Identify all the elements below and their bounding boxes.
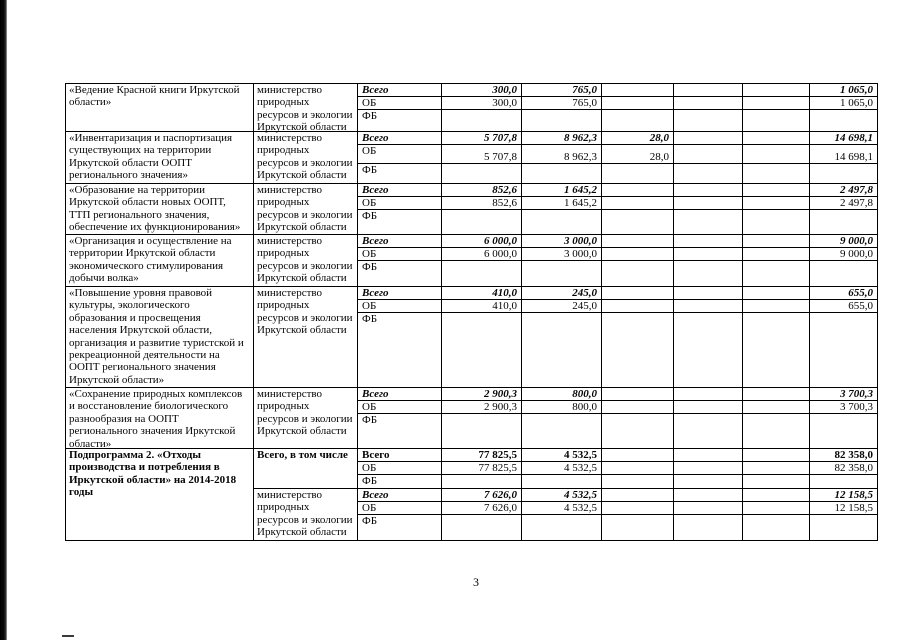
- responsible-executor-line: министерство: [257, 84, 323, 96]
- funding-source-label: ОБ: [358, 401, 442, 414]
- program-name-line: Иркутской области ООПТ: [69, 156, 192, 169]
- responsible-executor-line: Иркутской области: [257, 121, 347, 134]
- amount-cell: 77 825,5: [442, 449, 522, 462]
- amount-cell: 6 000,0: [442, 235, 522, 248]
- funding-source-label: ФБ: [358, 210, 442, 235]
- total-amount-cell: 82 358,0: [810, 462, 878, 475]
- amount-cell: 3 000,0: [522, 248, 602, 261]
- amount-cell: [602, 97, 674, 110]
- responsible-executor-line: Иркутской области: [257, 526, 347, 539]
- amount-cell: [743, 313, 810, 388]
- amount-cell: [602, 287, 674, 300]
- funding-source-label: ФБ: [358, 414, 442, 449]
- funding-source-label: ФБ: [358, 515, 442, 541]
- total-amount-cell: 1 065,0: [810, 97, 878, 110]
- amount-cell: [674, 401, 743, 414]
- scan-artifact-mark: [62, 635, 74, 637]
- amount-cell: [522, 475, 602, 489]
- funding-source-label: Всего: [358, 184, 442, 197]
- responsible-executor-line: Всего, в том числе: [257, 449, 348, 461]
- funding-source-label: ОБ: [358, 197, 442, 210]
- amount-cell: [743, 515, 810, 541]
- amount-cell: 800,0: [522, 401, 602, 414]
- total-amount-cell: 655,0: [810, 300, 878, 313]
- amount-cell: [674, 110, 743, 132]
- funding-source-label: Всего: [358, 449, 442, 462]
- amount-cell: [602, 414, 674, 449]
- responsible-executor-line: Иркутской области: [257, 169, 347, 182]
- funding-source-label: ОБ: [358, 145, 442, 164]
- responsible-executor-cell: [254, 449, 358, 489]
- amount-cell: 300,0: [442, 84, 522, 97]
- amount-cell: 28,0: [602, 145, 674, 164]
- funding-source-label: Всего: [358, 84, 442, 97]
- responsible-executor-line: ресурсов и экологии: [257, 259, 353, 272]
- funding-source-label: Всего: [358, 388, 442, 401]
- amount-cell: [674, 414, 743, 449]
- amount-cell: 2 900,3: [442, 388, 522, 401]
- amount-cell: [674, 388, 743, 401]
- budget-table: [65, 83, 878, 541]
- amount-cell: [674, 145, 743, 164]
- amount-cell: [743, 110, 810, 132]
- responsible-executor-cell: [254, 287, 358, 388]
- total-amount-cell: 82 358,0: [810, 449, 878, 462]
- amount-cell: [442, 210, 522, 235]
- responsible-executor-line: природных: [257, 144, 310, 157]
- amount-cell: [743, 475, 810, 489]
- amount-cell: [674, 449, 743, 462]
- program-name-line: культуры, экологического: [69, 299, 190, 312]
- amount-cell: [522, 164, 602, 184]
- total-amount-cell: [810, 110, 878, 132]
- funding-source-label: ОБ: [358, 462, 442, 475]
- amount-cell: [442, 515, 522, 541]
- responsible-executor-line: ресурсов и экологии: [257, 412, 353, 425]
- amount-cell: [602, 401, 674, 414]
- program-name-line: «Повышение уровня правовой: [69, 287, 213, 299]
- funding-source-label: ОБ: [358, 502, 442, 515]
- amount-cell: [743, 449, 810, 462]
- responsible-executor-line: Иркутской области: [257, 221, 347, 234]
- total-amount-cell: [810, 210, 878, 235]
- page-number: 3: [473, 575, 479, 589]
- program-name-line: существующих на территории: [69, 144, 212, 157]
- total-amount-cell: [810, 515, 878, 541]
- amount-cell: [674, 287, 743, 300]
- program-name-cell: [66, 132, 254, 184]
- total-amount-cell: [810, 164, 878, 184]
- amount-cell: [743, 287, 810, 300]
- funding-source-label: ФБ: [358, 313, 442, 388]
- program-name-line: населения Иркутской области,: [69, 324, 213, 337]
- program-name-line: ТТП регионального значения,: [69, 208, 210, 221]
- responsible-executor-line: министерство: [257, 287, 323, 299]
- amount-cell: [743, 462, 810, 475]
- program-name-line: образования и просвещения: [69, 311, 201, 324]
- amount-cell: [602, 248, 674, 261]
- amount-cell: [674, 164, 743, 184]
- amount-cell: [674, 313, 743, 388]
- program-name-line: экономического стимулирования: [69, 259, 224, 272]
- amount-cell: [674, 84, 743, 97]
- amount-cell: [743, 132, 810, 145]
- program-name-line: ООПТ регионального значения: [69, 361, 216, 374]
- amount-cell: 77 825,5: [442, 462, 522, 475]
- program-name-line: обеспечение их функционирования»: [69, 221, 241, 234]
- responsible-executor-line: ресурсов и экологии: [257, 513, 353, 526]
- amount-cell: [674, 248, 743, 261]
- amount-cell: [743, 97, 810, 110]
- amount-cell: [602, 261, 674, 287]
- amount-cell: [674, 300, 743, 313]
- amount-cell: [602, 475, 674, 489]
- total-amount-cell: 12 158,5: [810, 502, 878, 515]
- program-name-line: «Ведение Красной книги Иркутской: [69, 84, 240, 96]
- amount-cell: [602, 210, 674, 235]
- total-amount-cell: 9 000,0: [810, 235, 878, 248]
- funding-source-label: Всего: [358, 132, 442, 145]
- responsible-executor-cell: [254, 184, 358, 235]
- program-name-line: регионального значения»: [69, 169, 188, 182]
- program-name-cell: [66, 184, 254, 235]
- amount-cell: 852,6: [442, 197, 522, 210]
- funding-source-label: ФБ: [358, 164, 442, 184]
- amount-cell: [522, 515, 602, 541]
- amount-cell: [674, 475, 743, 489]
- amount-cell: [602, 515, 674, 541]
- responsible-executor-cell: [254, 489, 358, 541]
- amount-cell: [743, 84, 810, 97]
- amount-cell: 300,0: [442, 97, 522, 110]
- amount-cell: 4 532,5: [522, 489, 602, 502]
- amount-cell: [602, 184, 674, 197]
- responsible-executor-line: ресурсов и экологии: [257, 156, 353, 169]
- amount-cell: 5 707,8: [442, 132, 522, 145]
- amount-cell: [674, 261, 743, 287]
- amount-cell: [674, 235, 743, 248]
- program-name-cell: [66, 287, 254, 388]
- total-amount-cell: 2 497,8: [810, 197, 878, 210]
- scan-edge-shadow: [0, 0, 7, 640]
- funding-source-label: Всего: [358, 287, 442, 300]
- total-amount-cell: [810, 313, 878, 388]
- amount-cell: 8 962,3: [522, 145, 602, 164]
- funding-source-label: Всего: [358, 235, 442, 248]
- funding-source-label: ОБ: [358, 300, 442, 313]
- total-amount-cell: 9 000,0: [810, 248, 878, 261]
- amount-cell: [743, 300, 810, 313]
- program-name-line: Подпрограмма 2. «Отходы: [69, 449, 201, 461]
- amount-cell: [602, 502, 674, 515]
- responsible-executor-cell: [254, 235, 358, 287]
- responsible-executor-line: ресурсов и экологии: [257, 108, 353, 121]
- program-name-line: «Организация и осуществление на: [69, 235, 232, 247]
- amount-cell: [743, 145, 810, 164]
- amount-cell: [743, 184, 810, 197]
- amount-cell: [743, 261, 810, 287]
- program-name-line: разнообразия на ООПТ: [69, 412, 179, 425]
- responsible-executor-line: министерство: [257, 132, 323, 144]
- amount-cell: 245,0: [522, 287, 602, 300]
- amount-cell: [602, 489, 674, 502]
- funding-source-label: ФБ: [358, 110, 442, 132]
- program-name-cell: [66, 449, 254, 541]
- amount-cell: [602, 164, 674, 184]
- amount-cell: [674, 210, 743, 235]
- total-amount-cell: 3 700,3: [810, 401, 878, 414]
- amount-cell: 6 000,0: [442, 248, 522, 261]
- responsible-executor-line: министерство: [257, 388, 323, 400]
- total-amount-cell: 12 158,5: [810, 489, 878, 502]
- responsible-executor-line: ресурсов и экологии: [257, 311, 353, 324]
- program-name-line: Иркутской области» на 2014-2018: [69, 473, 237, 486]
- amount-cell: 1 645,2: [522, 197, 602, 210]
- program-name-line: Иркутской области»: [69, 373, 165, 386]
- amount-cell: [674, 184, 743, 197]
- amount-cell: 4 532,5: [522, 502, 602, 515]
- amount-cell: [674, 197, 743, 210]
- amount-cell: [602, 313, 674, 388]
- program-name-line: добычи волка»: [69, 272, 139, 285]
- amount-cell: [442, 414, 522, 449]
- total-amount-cell: 655,0: [810, 287, 878, 300]
- amount-cell: [743, 164, 810, 184]
- amount-cell: 765,0: [522, 97, 602, 110]
- amount-cell: [743, 210, 810, 235]
- total-amount-cell: 1 065,0: [810, 84, 878, 97]
- amount-cell: 8 962,3: [522, 132, 602, 145]
- responsible-executor-line: ресурсов и экологии: [257, 208, 353, 221]
- amount-cell: [442, 110, 522, 132]
- amount-cell: [743, 235, 810, 248]
- responsible-executor-line: природных: [257, 400, 310, 413]
- amount-cell: [522, 210, 602, 235]
- amount-cell: [602, 462, 674, 475]
- total-amount-cell: 14 698,1: [810, 132, 878, 145]
- responsible-executor-line: министерство: [257, 184, 323, 196]
- total-amount-cell: 2 497,8: [810, 184, 878, 197]
- amount-cell: 3 000,0: [522, 235, 602, 248]
- amount-cell: [743, 401, 810, 414]
- amount-cell: 4 532,5: [522, 462, 602, 475]
- total-amount-cell: [810, 475, 878, 489]
- amount-cell: [522, 110, 602, 132]
- funding-source-label: ФБ: [358, 475, 442, 489]
- funding-source-label: ФБ: [358, 261, 442, 287]
- amount-cell: [602, 388, 674, 401]
- amount-cell: [442, 261, 522, 287]
- amount-cell: [674, 97, 743, 110]
- responsible-executor-line: Иркутской области: [257, 425, 347, 438]
- program-name-line: области»: [69, 437, 112, 450]
- responsible-executor-line: природных: [257, 196, 310, 209]
- amount-cell: 765,0: [522, 84, 602, 97]
- amount-cell: [442, 164, 522, 184]
- responsible-executor-line: министерство: [257, 235, 323, 247]
- total-amount-cell: [810, 414, 878, 449]
- amount-cell: [674, 502, 743, 515]
- amount-cell: [743, 489, 810, 502]
- program-name-line: организация и развитие туристской и: [69, 336, 244, 349]
- amount-cell: [522, 414, 602, 449]
- program-name-line: территории Иркутской области: [69, 247, 216, 260]
- program-name-line: «Сохранение природных комплексов: [69, 388, 243, 400]
- amount-cell: 800,0: [522, 388, 602, 401]
- amount-cell: 410,0: [442, 287, 522, 300]
- funding-source-label: ОБ: [358, 248, 442, 261]
- amount-cell: [743, 502, 810, 515]
- responsible-executor-cell: [254, 132, 358, 184]
- program-name-cell: [66, 235, 254, 287]
- program-name-line: Иркутской области новых ООПТ,: [69, 196, 226, 209]
- program-name-line: рекреационной деятельности на: [69, 349, 220, 362]
- amount-cell: [522, 261, 602, 287]
- funding-source-label: ОБ: [358, 97, 442, 110]
- amount-cell: [743, 388, 810, 401]
- amount-cell: [674, 132, 743, 145]
- amount-cell: 1 645,2: [522, 184, 602, 197]
- program-name-line: регионального значения Иркутской: [69, 425, 236, 438]
- responsible-executor-line: Иркутской области: [257, 324, 347, 337]
- program-name-cell: [66, 84, 254, 132]
- amount-cell: [522, 313, 602, 388]
- program-name-line: «Образование на территории: [69, 184, 206, 196]
- program-name-line: «Инвентаризация и паспортизация: [69, 132, 233, 144]
- amount-cell: [602, 235, 674, 248]
- total-amount-cell: 3 700,3: [810, 388, 878, 401]
- responsible-executor-cell: [254, 84, 358, 132]
- program-name-line: годы: [69, 486, 94, 499]
- amount-cell: 245,0: [522, 300, 602, 313]
- total-amount-cell: [810, 261, 878, 287]
- amount-cell: [743, 248, 810, 261]
- responsible-executor-line: природных: [257, 501, 310, 514]
- amount-cell: 5 707,8: [442, 145, 522, 164]
- amount-cell: [602, 197, 674, 210]
- amount-cell: 7 626,0: [442, 502, 522, 515]
- amount-cell: [674, 462, 743, 475]
- program-name-cell: [66, 388, 254, 449]
- amount-cell: [442, 475, 522, 489]
- amount-cell: [743, 414, 810, 449]
- amount-cell: [602, 449, 674, 462]
- funding-source-label: Всего: [358, 489, 442, 502]
- program-name-line: и восстановление биологического: [69, 400, 229, 413]
- amount-cell: [674, 515, 743, 541]
- amount-cell: 410,0: [442, 300, 522, 313]
- amount-cell: [743, 197, 810, 210]
- amount-cell: [602, 300, 674, 313]
- amount-cell: 2 900,3: [442, 401, 522, 414]
- responsible-executor-line: министерство: [257, 489, 323, 501]
- responsible-executor-line: природных: [257, 247, 310, 260]
- responsible-executor-cell: [254, 388, 358, 449]
- responsible-executor-line: природных: [257, 96, 310, 109]
- amount-cell: [442, 313, 522, 388]
- program-name-line: области»: [69, 96, 112, 109]
- responsible-executor-line: Иркутской области: [257, 272, 347, 285]
- amount-cell: 7 626,0: [442, 489, 522, 502]
- amount-cell: 852,6: [442, 184, 522, 197]
- responsible-executor-line: природных: [257, 299, 310, 312]
- amount-cell: [602, 84, 674, 97]
- program-name-line: производства и потребления в: [69, 461, 220, 474]
- amount-cell: [674, 489, 743, 502]
- amount-cell: 28,0: [602, 132, 674, 145]
- total-amount-cell: 14 698,1: [810, 145, 878, 164]
- amount-cell: 4 532,5: [522, 449, 602, 462]
- amount-cell: [602, 110, 674, 132]
